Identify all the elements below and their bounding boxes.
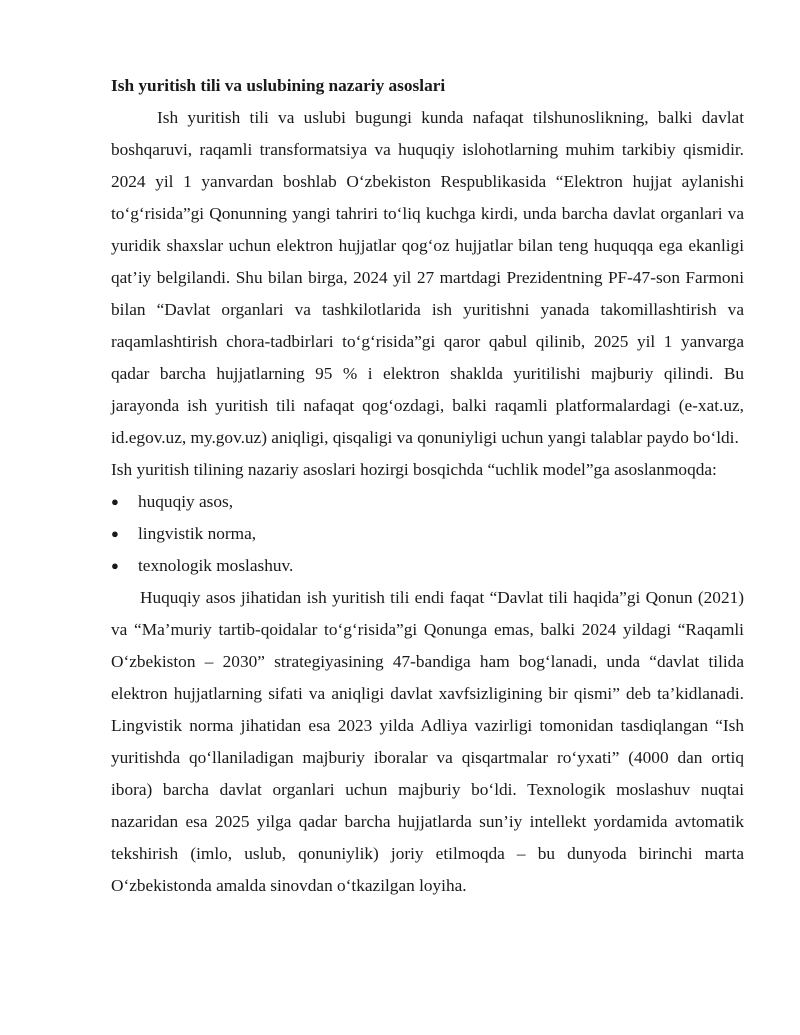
- section-heading: Ish yuritish tili va uslubining nazariy asoslari: [111, 76, 446, 95]
- list-item: [111, 550, 744, 582]
- bullet-icon: ●: [111, 526, 119, 541]
- list-item: [111, 518, 744, 550]
- list-item-text: huquqiy asos,: [138, 492, 234, 511]
- list-item-text: texnologik moslashuv.: [138, 556, 294, 575]
- paragraph-model-intro: Ish yuritish tilining nazariy asoslari hozirgi bosqichda “uchlik model”ga asoslanmoqda:: [111, 460, 717, 479]
- bullet-icon: ●: [111, 494, 119, 509]
- paragraph-details: Huquqiy asos jihatidan ish yuritish tili endi faqat “Davlat tili haqida”gi Qonun (2021) va “Ma’muriy tartib-qoidalar to‘g‘risida”gi Qonunga emas, balki 2024 yildagi “Raqamli O‘zbekiston – 2030” strategiyasining 47-bandiga ham bog‘lanadi, unda “davlat tilida elektron hujjatlarning sifati va aniqligi davlat xavfsizligining bir qismi” deb ta’kidlanadi. Lingvistik norma jihatidan esa 2023 yilda Adliya vazirligi tomonidan tasdiqlangan “Ish yuritishda qo‘llaniladigan majburiy iboralar va qisqartmalar ro‘yxati” (4000 dan ortiq ibora) barcha davlat organlari uchun majburiy bo‘ldi. Texnologik moslashuv nuqtai nazaridan esa 2025 yilga qadar barcha hujjatlarda sun’iy intellekt yordamida avtomatik tekshirish (imlo, uslub, qonuniylik) joriy etilmoqda – bu dunyoda birinchi marta O‘zbekistonda amalda sinovdan o‘tkazilgan loyiha.: [111, 588, 744, 895]
- list-item-text: lingvistik norma,: [138, 524, 257, 543]
- list-item: [111, 486, 744, 518]
- paragraph-intro: Ish yuritish tili va uslubi bugungi kunda nafaqat tilshunoslikning, balki davlat boshqaruvi, raqamli transformatsiya va huquqiy islohotlarning muhim tarkibiy qismidir. 2024 yil 1 yanvardan boshlab O‘zbekiston Respublikasida “Elektron hujjat aylanishi to‘g‘risida”gi Qonunning yangi tahriri to‘liq kuchga kirdi, unda barcha davlat organlari va yuridik shaxslar uchun elektron hujjatlar qog‘oz hujjatlar bilan teng huquqqa ega ekanligi qat’iy belgilandi. Shu bilan birga, 2024 yil 27 martdagi Prezidentning PF-47-son Farmoni bilan “Davlat organlari va tashkilotlarida ish yuritishni yanada takomillashtirish va raqamlashtirish chora-tadbirlari to‘g‘risida”gi qaror qabul qilinib, 2025 yil 1 yanvarga qadar barcha hujjatlarning 95 % i elektron shaklda yuritilishi majburiy qilindi. Bu jarayonda ish yuritish tili nafaqat qog‘ozdagi, balki raqamli platformalardagi (e-xat.uz, id.egov.uz, my.gov.uz) aniqligi, qisqaligi va qonuniyligi uchun yangi talablar paydo bo‘ldi.: [111, 108, 744, 447]
- bullet-icon: ●: [111, 558, 119, 573]
- bullet-list: [111, 486, 744, 582]
- document-page: [111, 75, 744, 902]
